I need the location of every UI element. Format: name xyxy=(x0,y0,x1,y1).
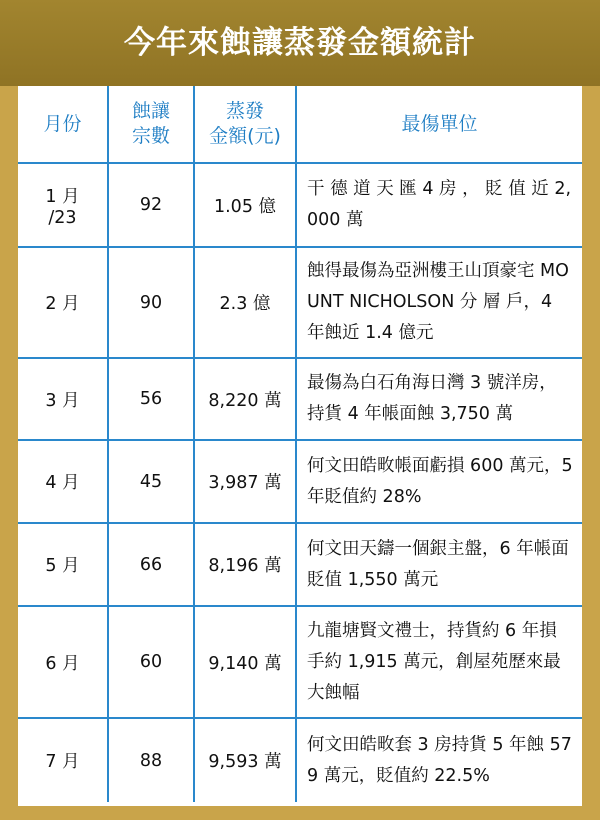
unit-cell: 何文田皓畋套 3 房持貨 5 年蝕 579 萬元，貶值約 22.5% xyxy=(307,734,572,786)
header-count xyxy=(108,86,194,163)
amount-cell: 8,220 萬 xyxy=(194,358,296,440)
month-cell: 6 月 xyxy=(18,606,108,718)
table-row xyxy=(18,718,582,802)
statistics-panel xyxy=(18,86,582,806)
count-cell: 66 xyxy=(108,523,194,606)
amount-cell: 3,987 萬 xyxy=(194,440,296,523)
unit-cell: 蝕得最傷為亞洲樓王山頂豪宅 MOUNT NICHOLSON 分 層 戶，4 年蝕近 1.4 億元 xyxy=(296,247,582,358)
unit-cell: 九龍塘賢文禮士，持貨約 6 年損手約 1,915 萬元，創屋苑歷來最大蝕幅 xyxy=(296,606,582,718)
table-row xyxy=(18,247,582,358)
month-cell: 7 月 xyxy=(18,718,108,802)
month-cell: 4 月 xyxy=(18,440,108,523)
month-cell: 5 月 xyxy=(18,523,108,606)
count-cell: 56 xyxy=(108,358,194,440)
page-title: 今年來蝕讓蒸發金額統計 xyxy=(0,0,600,86)
count-cell: 60 xyxy=(108,606,194,718)
table-row xyxy=(18,163,582,247)
month-cell xyxy=(18,163,108,247)
month-line1: 1 月 xyxy=(45,186,80,207)
count-cell: 45 xyxy=(108,440,194,523)
header-count-line2: 宗數 xyxy=(131,125,170,147)
amount-cell: 9,140 萬 xyxy=(194,606,296,718)
unit-cell: 最傷為白石角海日灣 3 號洋房，持貨 4 年帳面蝕 3,750 萬 xyxy=(296,358,582,440)
table-row xyxy=(18,523,582,606)
unit-cell: 何文田皓畋帳面虧損 600 萬元，5 年貶值約 28% xyxy=(296,440,582,523)
table-row xyxy=(18,358,582,440)
header-amount xyxy=(194,86,296,163)
month-cell: 2 月 xyxy=(18,247,108,358)
table-row xyxy=(18,606,582,718)
amount-cell: 2.3 億 xyxy=(194,247,296,358)
table-row xyxy=(18,440,582,523)
count-cell: 88 xyxy=(108,718,194,802)
count-cell: 92 xyxy=(108,163,194,247)
header-row xyxy=(18,86,582,163)
header-amount-line1: 蒸發 xyxy=(225,100,264,122)
statistics-table xyxy=(18,86,582,802)
header-amount-line2: 金額(元) xyxy=(209,125,281,147)
month-line2: /23 xyxy=(48,207,77,228)
header-count-line1: 蝕讓 xyxy=(131,100,170,122)
unit-cell: 何文田天鑄一個銀主盤，6 年帳面貶值 1,550 萬元 xyxy=(296,523,582,606)
unit-cell: 干 德 道 天 匯 4 房 ， 貶 值 近 2,000 萬 xyxy=(296,163,582,247)
amount-cell: 9,593 萬 xyxy=(194,718,296,802)
header-month: 月份 xyxy=(18,86,108,163)
amount-cell: 1.05 億 xyxy=(194,163,296,247)
month-cell: 3 月 xyxy=(18,358,108,440)
amount-cell: 8,196 萬 xyxy=(194,523,296,606)
header-unit: 最傷單位 xyxy=(296,86,582,163)
count-cell: 90 xyxy=(108,247,194,358)
